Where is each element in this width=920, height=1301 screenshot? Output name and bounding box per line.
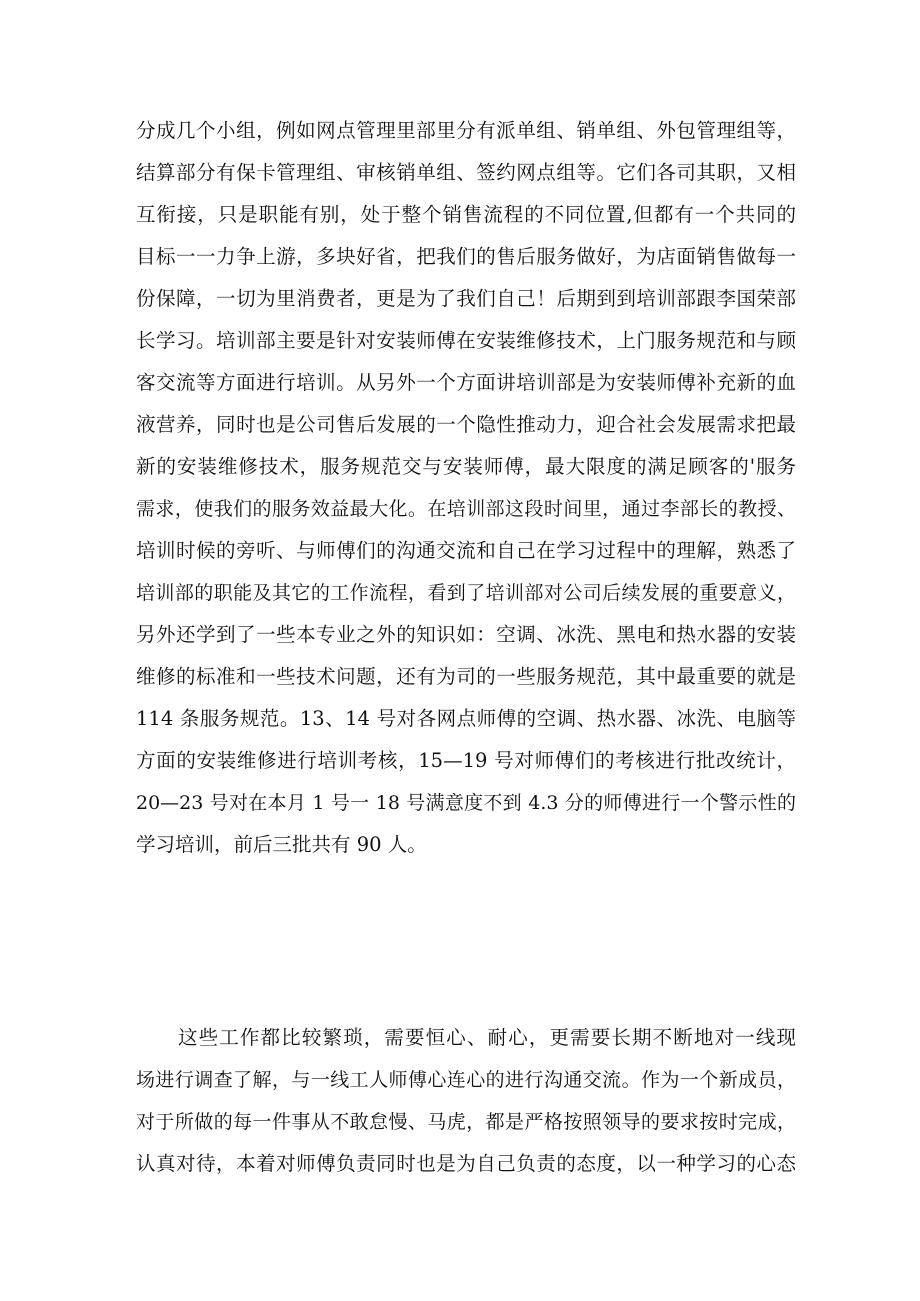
text-line: 另外还学到了一些本专业之外的知识如：空调、冰洗、黑电和热水器的安装 xyxy=(136,623,796,646)
text-line: 份保障，一切为里消费者，更是为了我们自己！后期到到培训部跟李国荣部 xyxy=(136,287,796,310)
text-line: 学习培训，前后三批共有 90 人。 xyxy=(136,833,427,856)
text-line: 方面的安装维修进行培训考核，15—19 号对师傅们的考核进行批改统计， xyxy=(136,749,796,772)
text-line: 长学习。培训部主要是针对安装师傅在安装维修技术，上门服务规范和与顾 xyxy=(136,329,796,352)
text-line: 认真对待，本着对师傅负责同时也是为自己负责的态度，以一种学习的心态 xyxy=(136,1152,796,1175)
text-line: 互衔接，只是职能有别，处于整个销售流程的不同位置,但都有一个共同的 xyxy=(136,203,796,226)
paragraph-2 xyxy=(136,1017,796,1185)
text-line: 维修的标准和一些技术问题，还有为司的一些服务规范，其中最重要的就是 xyxy=(136,665,796,688)
text-line: 培训时候的旁听、与师傅们的沟通交流和自己在学习过程中的理解，熟悉了 xyxy=(136,539,796,562)
text-line: 对于所做的每一件事从不敢怠慢、马虎，都是严格按照领导的要求按时完成， xyxy=(136,1111,796,1133)
text-line: 需求，使我们的服务效益最大化。在培训部这段时间里，通过李部长的教授、 xyxy=(136,498,796,520)
text-line: 这些工作都比较繁琐，需要恒心、耐心，更需要长期不断地对一线现 xyxy=(178,1026,796,1049)
text-line: 结算部分有保卡管理组、审核销单组、签约网点组等。它们各司其职，又相 xyxy=(136,161,796,184)
text-line: 客交流等方面进行培训。从另外一个方面讲培训部是为安装师傅补充新的血 xyxy=(136,371,796,394)
text-line: 分成几个小组，例如网点管理里部里分有派单组、销单组、外包管理组等， xyxy=(136,119,796,142)
text-line: 目标一一力争上游，多块好省，把我们的售后服务做好，为店面销售做每一 xyxy=(136,245,796,268)
text-line: 新的安装维修技术，服务规范交与安装师傅，最大限度的满足顾客的'服务 xyxy=(136,455,796,478)
text-line: 114 条服务规范。13、14 号对各网点师傅的空调、热水器、冰洗、电脑等 xyxy=(136,707,796,730)
paragraph-1 xyxy=(136,110,796,866)
text-line: 20—23 号对在本月 1 号一 18 号满意度不到 4.3 分的师傅进行一个警示性的 xyxy=(136,792,796,814)
text-line: 场进行调查了解，与一线工人师傅心连心的进行沟通交流。作为一个新成员， xyxy=(136,1069,796,1091)
text-line: 培训部的职能及其它的工作流程，看到了培训部对公司后续发展的重要意义， xyxy=(136,582,796,604)
text-line: 液营养，同时也是公司售后发展的一个隐性推动力，迎合社会发展需求把最 xyxy=(136,413,796,436)
